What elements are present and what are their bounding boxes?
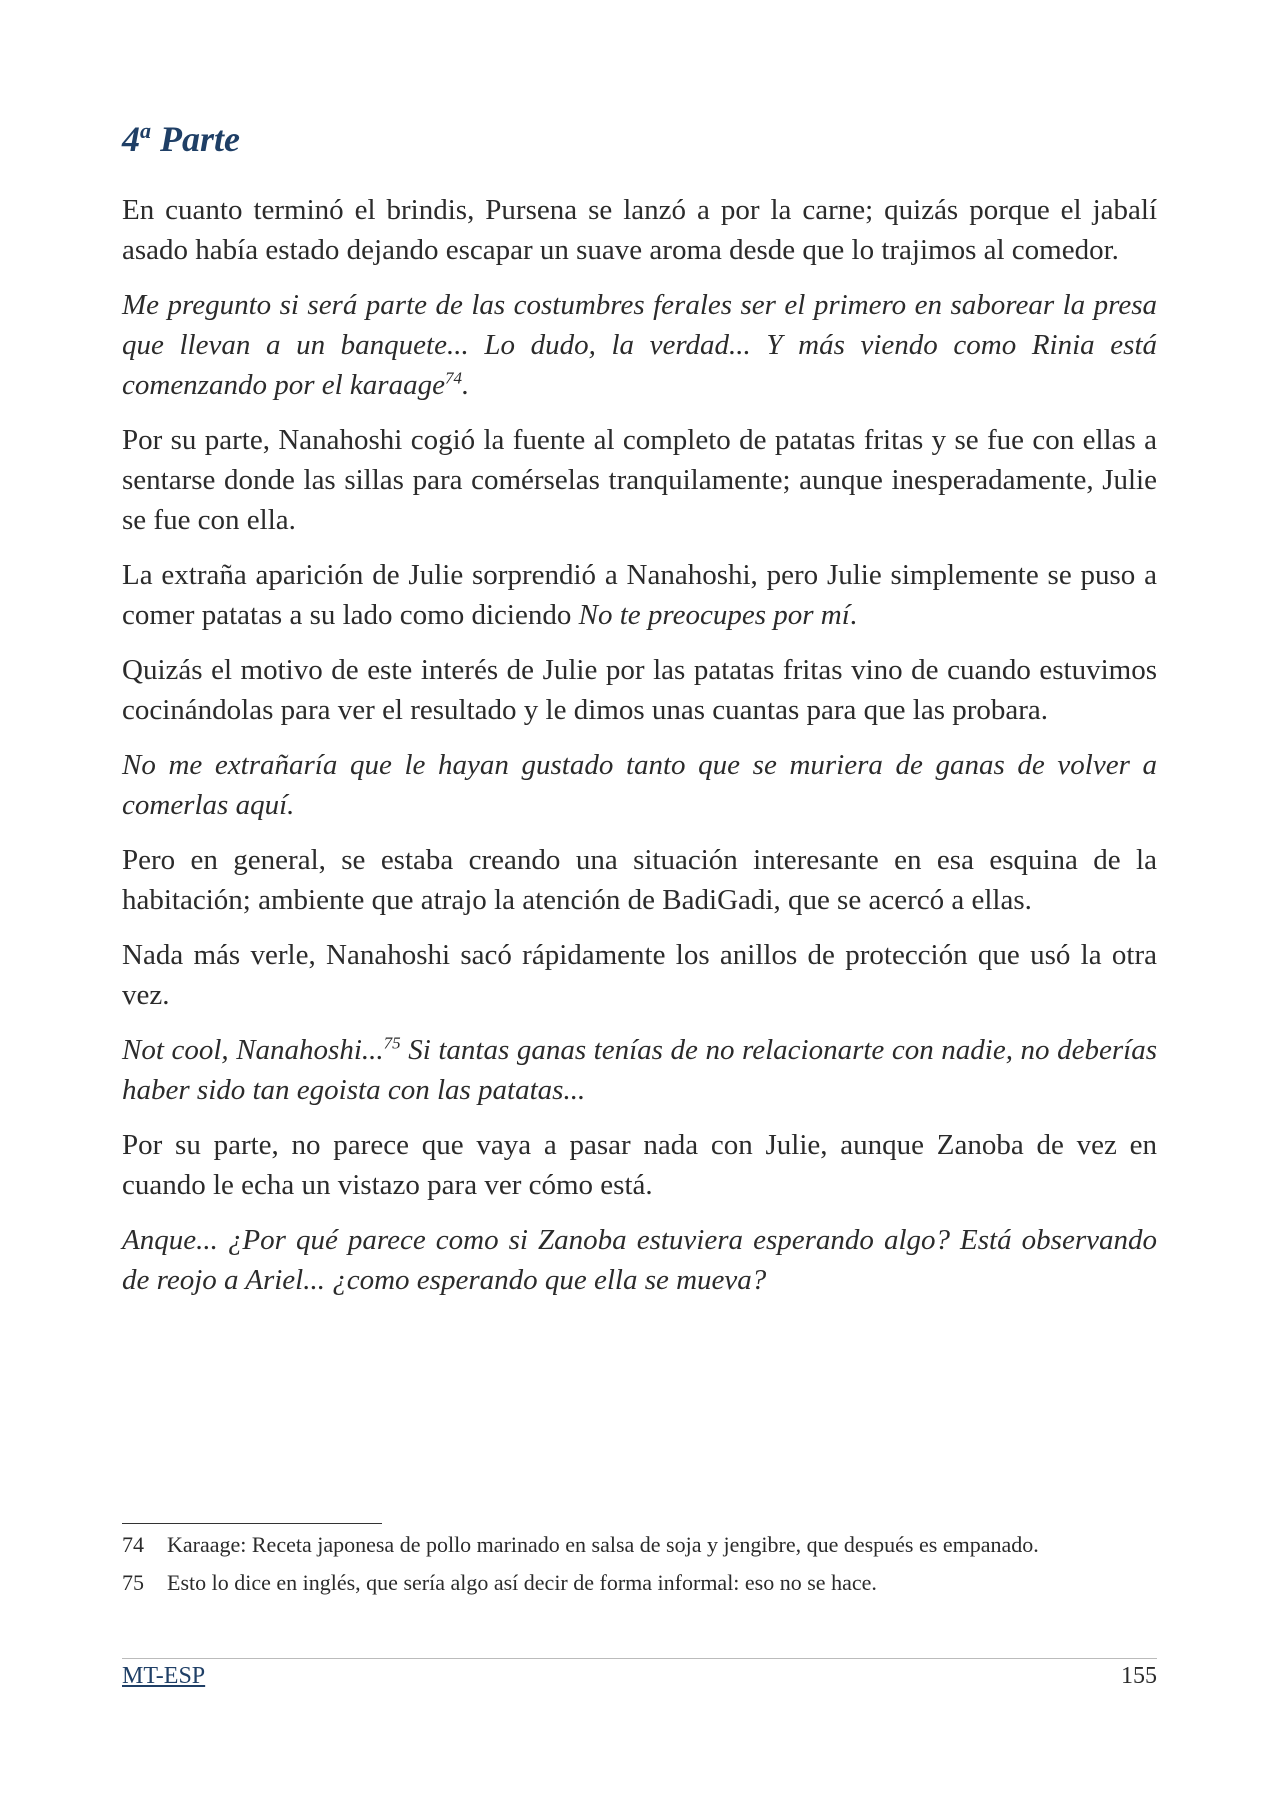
paragraph-8	[122, 935, 1157, 1015]
heading-text: Parte	[151, 119, 240, 159]
paragraph-6	[122, 745, 1157, 825]
paragraph-text: Por su parte, no parece que vaya a pasar nada con Julie, aunque Zanoba de vez en cuando le echa un vistazo para ver cómo está.	[122, 1129, 1157, 1201]
footnote-text: Karaage: Receta japonesa de pollo marinado en salsa de soja y jengibre, que después es empanado.	[167, 1532, 1039, 1557]
paragraph-10	[122, 1125, 1157, 1205]
paragraph-text: Me pregunto si será parte de las costumbres ferales ser el primero en saborear la presa que llevan a un banquete... Lo dudo, la verdad... Y más viendo como Rinia está comenzando por el karaage	[122, 289, 1157, 401]
paragraph-text: Anque... ¿Por qué parece como si Zanoba estuviera esperando algo? Está observando de reojo a Ariel... ¿como esperando que ella se mueva?	[122, 1224, 1157, 1296]
footnote-75	[122, 1568, 1157, 1598]
heading-number: 4	[122, 119, 140, 159]
paragraph-emphasis: No te preocupes por mí	[578, 599, 850, 631]
footnote-74	[122, 1530, 1157, 1560]
footnote-number: 75	[122, 1570, 144, 1595]
paragraph-text: La extraña aparición de Julie sorprendió a Nanahoshi, pero Julie simplemente se puso a comer patatas a su lado como diciendo	[122, 559, 1157, 631]
paragraph-11	[122, 1220, 1157, 1300]
paragraph-1	[122, 190, 1157, 270]
footnote-ref-74[interactable]: 74	[444, 368, 462, 388]
paragraph-text-end: .	[461, 369, 470, 401]
paragraph-2	[122, 285, 1157, 405]
footer-link[interactable]: MT-ESP	[122, 1663, 206, 1689]
paragraph-text: En cuanto terminó el brindis, Pursena se lanzó a por la carne; quizás porque el jabalí asado había estado dejando escapar un suave aroma desde que lo trajimos al comedor.	[122, 194, 1157, 266]
section-heading	[122, 118, 240, 161]
footnote-text: Esto lo dice en inglés, que sería algo así decir de forma informal: eso no se hace.	[167, 1570, 877, 1595]
paragraph-text: Nada más verle, Nanahoshi sacó rápidamente los anillos de protección que usó la otra vez.	[122, 939, 1157, 1011]
paragraph-5	[122, 650, 1157, 730]
paragraph-text: No me extrañaría que le hayan gustado tanto que se muriera de ganas de volver a comerlas aquí.	[122, 749, 1157, 821]
footnote-ref-75[interactable]: 75	[383, 1033, 401, 1053]
paragraph-text: Por su parte, Nanahoshi cogió la fuente al completo de patatas fritas y se fue con ellas a sentarse donde las sillas para comérselas tranquilamente; aunque inesperadamente, Julie se fue con ella.	[122, 424, 1157, 536]
paragraph-text: Quizás el motivo de este interés de Julie por las patatas fritas vino de cuando estuvimos cocinándolas para ver el resultado y le dimos unas cuantas para que las probara.	[122, 654, 1157, 726]
paragraph-text: Pero en general, se estaba creando una situación interesante en esa esquina de la habitación; ambiente que atrajo la atención de BadiGadi, que se acercó a ellas.	[122, 844, 1157, 916]
paragraph-9	[122, 1030, 1157, 1110]
footnotes	[122, 1530, 1157, 1606]
paragraph-7	[122, 840, 1157, 920]
paragraph-text: Not cool, Nanahoshi...	[122, 1034, 384, 1066]
page-number: 155	[1121, 1663, 1157, 1689]
paragraph-text-end: Si tantas ganas tenías de no relacionarte con nadie, no deberías haber sido tan egoista con las patatas...	[122, 1034, 1157, 1106]
footnote-divider	[122, 1523, 382, 1524]
body-text	[122, 190, 1157, 1315]
heading-superscript: a	[140, 118, 151, 143]
paragraph-4	[122, 555, 1157, 635]
footnote-number: 74	[122, 1532, 144, 1557]
paragraph-text-end: .	[849, 599, 858, 631]
paragraph-3	[122, 420, 1157, 540]
footer-divider	[122, 1658, 1157, 1659]
page-footer	[122, 1660, 1157, 1692]
